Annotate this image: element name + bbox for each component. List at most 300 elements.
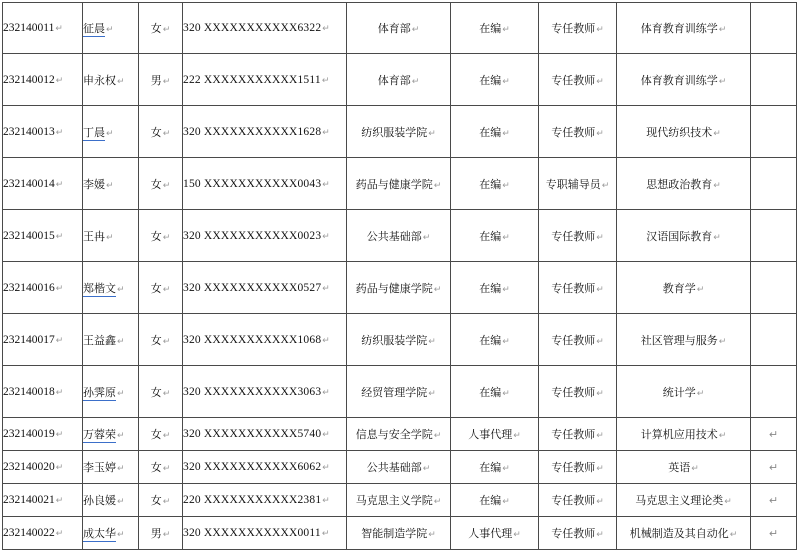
employee-id-cell	[3, 517, 83, 550]
id-number-text: 320 XXXXXXXXXXX1628	[183, 125, 322, 138]
position-text: 专任教师	[551, 229, 596, 243]
paragraph-mark-icon: ↵	[713, 232, 721, 243]
paragraph-mark-icon: ↵	[691, 464, 699, 474]
paragraph-mark-icon: ↵	[713, 128, 721, 139]
employment-status-cell	[451, 366, 539, 418]
major-cell	[617, 418, 751, 451]
id-number-text: 320 XXXXXXXXXXX5740	[183, 428, 322, 440]
major-text: 社区管理与服务	[640, 333, 718, 347]
paragraph-mark-icon: ↵	[502, 497, 510, 507]
id-number-text: 320 XXXXXXXXXXX0011	[183, 527, 321, 539]
major-cell	[617, 366, 751, 418]
name-text: 李媛	[83, 177, 105, 191]
id-number-text: 320 XXXXXXXXXXX6322	[183, 22, 322, 34]
paragraph-mark-icon: ↵	[596, 336, 604, 347]
employee-id-text: 232140019	[3, 428, 55, 440]
note-cell	[751, 366, 797, 418]
name-text: 王益鑫	[83, 333, 116, 347]
paragraph-mark-icon: ↵	[502, 76, 510, 87]
paragraph-mark-icon: ↵	[428, 388, 436, 399]
paragraph-mark-icon: ↵	[162, 497, 171, 507]
paragraph-mark-icon: ↵	[322, 282, 331, 293]
paragraph-mark-icon: ↵	[433, 284, 442, 295]
major-cell	[617, 262, 751, 314]
note-text: ↵	[768, 526, 779, 540]
department-cell	[347, 418, 451, 451]
paragraph-mark-icon: ↵	[713, 180, 721, 191]
gender-text: 女	[150, 428, 162, 441]
department-text: 公共基础部	[366, 461, 422, 474]
paragraph-mark-icon: ↵	[502, 232, 510, 243]
paragraph-mark-icon: ↵	[596, 530, 604, 540]
note-text: ↵	[768, 460, 779, 474]
employment-status-cell	[451, 3, 539, 54]
paragraph-mark-icon: ↵	[513, 530, 521, 540]
staff-roster-table	[2, 2, 797, 550]
paragraph-mark-icon: ↵	[55, 429, 64, 439]
employment-status-text: 在编	[479, 385, 502, 399]
department-text: 体育部	[377, 73, 411, 87]
position-cell	[539, 262, 617, 314]
department-cell	[347, 3, 451, 54]
note-cell	[751, 158, 797, 210]
major-text: 机械制造及其自动化	[629, 527, 729, 540]
paragraph-mark-icon: ↵	[596, 128, 604, 139]
paragraph-mark-icon: ↵	[433, 180, 442, 191]
employee-id-cell	[3, 314, 83, 366]
paragraph-mark-icon: ↵	[117, 530, 125, 540]
table-row	[3, 484, 797, 517]
gender-text: 女	[150, 229, 162, 243]
id-number-cell	[183, 484, 347, 517]
name-cell	[83, 158, 139, 210]
gender-cell	[139, 106, 183, 158]
paragraph-mark-icon: ↵	[322, 334, 331, 345]
gender-text: 女	[150, 177, 162, 191]
position-text: 专职辅导员	[545, 177, 601, 191]
paragraph-mark-icon: ↵	[411, 76, 420, 87]
position-text: 专任教师	[551, 73, 596, 87]
employment-status-text: 人事代理	[468, 527, 513, 540]
major-text: 现代纺织技术	[646, 125, 713, 139]
department-text: 公共基础部	[366, 229, 422, 243]
paragraph-mark-icon: ↵	[321, 74, 330, 85]
paragraph-mark-icon: ↵	[596, 431, 604, 441]
position-text: 专任教师	[551, 494, 596, 507]
name-text: 孙良媛	[83, 494, 116, 507]
employment-status-text: 在编	[479, 177, 502, 191]
position-text: 专任教师	[551, 385, 596, 399]
position-cell	[539, 484, 617, 517]
paragraph-mark-icon: ↵	[55, 334, 64, 345]
table-row	[3, 210, 797, 262]
position-text: 专任教师	[551, 125, 596, 139]
id-number-text: 220 XXXXXXXXXXX2381	[183, 494, 322, 506]
table-row	[3, 366, 797, 418]
position-cell	[539, 314, 617, 366]
id-number-cell	[183, 210, 347, 262]
note-cell	[751, 418, 797, 451]
paragraph-mark-icon: ↵	[162, 25, 171, 35]
employee-id-text: 232140017	[3, 333, 55, 346]
employment-status-cell	[451, 484, 539, 517]
note-cell	[751, 106, 797, 158]
paragraph-mark-icon: ↵	[106, 128, 114, 139]
gender-cell	[139, 451, 183, 484]
employee-id-cell	[3, 418, 83, 451]
employee-id-text: 232140022	[3, 527, 55, 539]
paragraph-mark-icon: ↵	[322, 495, 331, 505]
paragraph-mark-icon: ↵	[718, 25, 727, 35]
paragraph-mark-icon: ↵	[596, 232, 604, 243]
major-cell	[617, 314, 751, 366]
note-cell	[751, 262, 797, 314]
gender-cell	[139, 3, 183, 54]
department-cell	[347, 366, 451, 418]
name-cell	[83, 418, 139, 451]
name-cell	[83, 484, 139, 517]
gender-text: 女	[150, 461, 162, 474]
department-cell	[347, 210, 451, 262]
paragraph-mark-icon: ↵	[55, 178, 64, 189]
paragraph-mark-icon: ↵	[502, 128, 510, 139]
paragraph-mark-icon: ↵	[596, 25, 604, 35]
position-cell	[539, 517, 617, 550]
major-cell	[617, 517, 751, 550]
name-text: 丁晨	[83, 125, 105, 139]
paragraph-mark-icon: ↵	[502, 25, 510, 35]
employment-status-text: 在编	[479, 73, 502, 87]
id-number-cell	[183, 262, 347, 314]
position-cell	[539, 418, 617, 451]
paragraph-mark-icon: ↵	[596, 284, 604, 295]
table-row	[3, 314, 797, 366]
employment-status-text: 在编	[479, 229, 502, 243]
paragraph-mark-icon: ↵	[729, 530, 738, 540]
paragraph-mark-icon: ↵	[321, 528, 330, 538]
gender-text: 男	[150, 73, 162, 87]
major-cell	[617, 210, 751, 262]
employee-id-text: 232140011	[3, 22, 55, 34]
major-cell	[617, 3, 751, 54]
employment-status-cell	[451, 158, 539, 210]
paragraph-mark-icon: ↵	[322, 23, 331, 33]
employee-id-text: 232140018	[3, 385, 55, 398]
table-row	[3, 3, 797, 54]
department-cell	[347, 451, 451, 484]
position-cell	[539, 210, 617, 262]
employee-id-cell	[3, 210, 83, 262]
name-cell	[83, 3, 139, 54]
employee-id-cell	[3, 366, 83, 418]
department-text: 药品与健康学院	[355, 177, 433, 191]
table-row	[3, 262, 797, 314]
employee-id-cell	[3, 3, 83, 54]
gender-text: 女	[150, 22, 162, 35]
employment-status-text: 在编	[479, 461, 502, 474]
paragraph-mark-icon: ↵	[117, 284, 125, 295]
paragraph-mark-icon: ↵	[117, 388, 125, 399]
name-cell	[83, 314, 139, 366]
employee-id-text: 232140020	[3, 461, 55, 473]
table-row	[3, 517, 797, 550]
paragraph-mark-icon: ↵	[162, 336, 171, 347]
paragraph-mark-icon: ↵	[601, 180, 610, 191]
paragraph-mark-icon: ↵	[106, 25, 114, 35]
employment-status-cell	[451, 210, 539, 262]
major-cell	[617, 106, 751, 158]
name-text: 成太华	[83, 527, 116, 540]
employee-id-text: 232140014	[3, 177, 55, 190]
gender-cell	[139, 54, 183, 106]
paragraph-mark-icon: ↵	[162, 128, 171, 139]
employee-id-cell	[3, 484, 83, 517]
position-cell	[539, 54, 617, 106]
employment-status-cell	[451, 451, 539, 484]
paragraph-mark-icon: ↵	[322, 178, 331, 189]
paragraph-mark-icon: ↵	[117, 76, 125, 87]
position-cell	[539, 451, 617, 484]
major-text: 教育学	[662, 281, 696, 295]
employment-status-text: 在编	[479, 281, 502, 295]
name-cell	[83, 517, 139, 550]
id-number-text: 320 XXXXXXXXXXX0527	[183, 281, 322, 294]
paragraph-mark-icon: ↵	[106, 180, 114, 191]
table-row	[3, 106, 797, 158]
paragraph-mark-icon: ↵	[513, 431, 521, 441]
gender-cell	[139, 418, 183, 451]
name-text: 王冉	[83, 229, 105, 243]
note-text: ↵	[768, 427, 779, 441]
id-number-cell	[183, 314, 347, 366]
major-cell	[617, 158, 751, 210]
name-text: 申永权	[83, 73, 116, 87]
paragraph-mark-icon: ↵	[596, 497, 604, 507]
id-number-text: 320 XXXXXXXXXXX0023	[183, 229, 322, 242]
department-text: 经贸管理学院	[361, 385, 428, 399]
gender-cell	[139, 314, 183, 366]
department-cell	[347, 158, 451, 210]
paragraph-mark-icon: ↵	[502, 464, 510, 474]
paragraph-mark-icon: ↵	[428, 336, 436, 347]
employee-id-text: 232140013	[3, 125, 55, 138]
employment-status-text: 人事代理	[468, 428, 513, 441]
paragraph-mark-icon: ↵	[596, 388, 604, 399]
department-text: 纺织服装学院	[361, 125, 428, 139]
paragraph-mark-icon: ↵	[411, 25, 420, 35]
paragraph-mark-icon: ↵	[433, 431, 442, 441]
department-text: 纺织服装学院	[361, 333, 428, 347]
paragraph-mark-icon: ↵	[322, 462, 331, 472]
major-text: 汉语国际教育	[646, 229, 713, 243]
name-text: 孙霁原	[83, 385, 116, 399]
gender-text: 女	[150, 281, 162, 295]
paragraph-mark-icon: ↵	[55, 495, 64, 505]
major-text: 思想政治教育	[646, 177, 713, 191]
gender-cell	[139, 262, 183, 314]
major-cell	[617, 484, 751, 517]
employment-status-cell	[451, 517, 539, 550]
employment-status-text: 在编	[479, 333, 502, 347]
id-number-cell	[183, 158, 347, 210]
department-cell	[347, 517, 451, 550]
employee-id-cell	[3, 262, 83, 314]
paragraph-mark-icon: ↵	[117, 431, 125, 441]
name-cell	[83, 451, 139, 484]
paragraph-mark-icon: ↵	[596, 76, 604, 87]
major-text: 体育教育训练学	[640, 73, 718, 87]
employee-id-cell	[3, 451, 83, 484]
name-text: 征晨	[83, 22, 105, 35]
major-text: 马克思主义理论类	[635, 494, 724, 507]
gender-cell	[139, 484, 183, 517]
paragraph-mark-icon: ↵	[322, 230, 331, 241]
paragraph-mark-icon: ↵	[55, 282, 64, 293]
note-text: ↵	[768, 493, 779, 507]
major-text: 英语	[668, 461, 691, 474]
name-text: 李玉婷	[83, 461, 116, 474]
paragraph-mark-icon: ↵	[718, 431, 727, 441]
position-cell	[539, 106, 617, 158]
paragraph-mark-icon: ↵	[162, 431, 171, 441]
paragraph-mark-icon: ↵	[322, 126, 331, 137]
paragraph-mark-icon: ↵	[55, 230, 64, 241]
paragraph-mark-icon: ↵	[55, 528, 64, 538]
paragraph-mark-icon: ↵	[502, 388, 510, 399]
paragraph-mark-icon: ↵	[322, 386, 331, 397]
name-text: 郑楷文	[83, 281, 116, 295]
paragraph-mark-icon: ↵	[428, 530, 436, 540]
paragraph-mark-icon: ↵	[718, 336, 727, 347]
note-cell	[751, 314, 797, 366]
employment-status-text: 在编	[479, 22, 502, 35]
gender-text: 女	[150, 494, 162, 507]
major-cell	[617, 54, 751, 106]
id-number-cell	[183, 366, 347, 418]
major-text: 体育教育训练学	[640, 22, 718, 35]
employment-status-cell	[451, 106, 539, 158]
department-cell	[347, 106, 451, 158]
paragraph-mark-icon: ↵	[117, 497, 125, 507]
paragraph-mark-icon: ↵	[55, 74, 64, 85]
paragraph-mark-icon: ↵	[428, 128, 436, 139]
paragraph-mark-icon: ↵	[55, 462, 64, 472]
gender-text: 女	[150, 125, 162, 139]
paragraph-mark-icon: ↵	[718, 76, 727, 87]
name-text: 万蓉荣	[83, 428, 116, 441]
paragraph-mark-icon: ↵	[162, 180, 171, 191]
gender-text: 女	[150, 333, 162, 347]
paragraph-mark-icon: ↵	[502, 284, 510, 295]
id-number-cell	[183, 517, 347, 550]
major-text: 计算机应用技术	[640, 428, 718, 441]
paragraph-mark-icon: ↵	[433, 497, 442, 507]
id-number-text: 150 XXXXXXXXXXX0043	[183, 177, 322, 190]
paragraph-mark-icon: ↵	[55, 126, 64, 137]
employment-status-cell	[451, 314, 539, 366]
id-number-cell	[183, 451, 347, 484]
position-cell	[539, 3, 617, 54]
gender-text: 男	[150, 527, 162, 540]
paragraph-mark-icon: ↵	[322, 429, 331, 439]
paragraph-mark-icon: ↵	[162, 284, 171, 295]
paragraph-mark-icon: ↵	[422, 464, 431, 474]
paragraph-mark-icon: ↵	[724, 497, 732, 507]
paragraph-mark-icon: ↵	[502, 180, 510, 191]
employment-status-cell	[451, 262, 539, 314]
name-cell	[83, 210, 139, 262]
employment-status-text: 在编	[479, 125, 502, 139]
paragraph-mark-icon: ↵	[696, 388, 705, 399]
employment-status-cell	[451, 54, 539, 106]
paragraph-mark-icon: ↵	[162, 76, 171, 87]
paragraph-mark-icon: ↵	[162, 232, 171, 243]
position-text: 专任教师	[551, 22, 596, 35]
name-cell	[83, 262, 139, 314]
employee-id-text: 232140021	[3, 494, 55, 506]
employee-id-cell	[3, 106, 83, 158]
position-text: 专任教师	[551, 333, 596, 347]
position-cell	[539, 158, 617, 210]
paragraph-mark-icon: ↵	[117, 336, 125, 347]
note-cell	[751, 54, 797, 106]
paragraph-mark-icon: ↵	[162, 464, 171, 474]
id-number-text: 320 XXXXXXXXXXX6062	[183, 461, 322, 473]
id-number-cell	[183, 106, 347, 158]
department-cell	[347, 484, 451, 517]
note-cell	[751, 3, 797, 54]
department-text: 体育部	[377, 22, 411, 35]
employee-id-text: 232140016	[3, 281, 55, 294]
department-cell	[347, 54, 451, 106]
paragraph-mark-icon: ↵	[502, 336, 510, 347]
major-text: 统计学	[662, 385, 696, 399]
employment-status-text: 在编	[479, 494, 502, 507]
note-cell	[751, 484, 797, 517]
paragraph-mark-icon: ↵	[596, 464, 604, 474]
paragraph-mark-icon: ↵	[696, 284, 705, 295]
employee-id-text: 232140015	[3, 229, 55, 242]
id-number-text: 222 XXXXXXXXXXX1511	[183, 73, 321, 86]
name-cell	[83, 106, 139, 158]
department-text: 信息与安全学院	[355, 428, 433, 441]
note-cell	[751, 210, 797, 262]
paragraph-mark-icon: ↵	[106, 232, 114, 243]
gender-cell	[139, 366, 183, 418]
table-row	[3, 418, 797, 451]
name-cell	[83, 366, 139, 418]
position-text: 专任教师	[551, 527, 596, 540]
employment-status-cell	[451, 418, 539, 451]
table-row	[3, 451, 797, 484]
major-cell	[617, 451, 751, 484]
id-number-cell	[183, 54, 347, 106]
gender-cell	[139, 517, 183, 550]
id-number-cell	[183, 418, 347, 451]
paragraph-mark-icon: ↵	[55, 23, 63, 33]
department-cell	[347, 314, 451, 366]
gender-cell	[139, 210, 183, 262]
paragraph-mark-icon: ↵	[162, 388, 171, 399]
gender-cell	[139, 158, 183, 210]
paragraph-mark-icon: ↵	[162, 530, 171, 540]
position-text: 专任教师	[551, 281, 596, 295]
table-row	[3, 158, 797, 210]
department-cell	[347, 262, 451, 314]
gender-text: 女	[150, 385, 162, 399]
employee-id-text: 232140012	[3, 73, 55, 86]
id-number-cell	[183, 3, 347, 54]
